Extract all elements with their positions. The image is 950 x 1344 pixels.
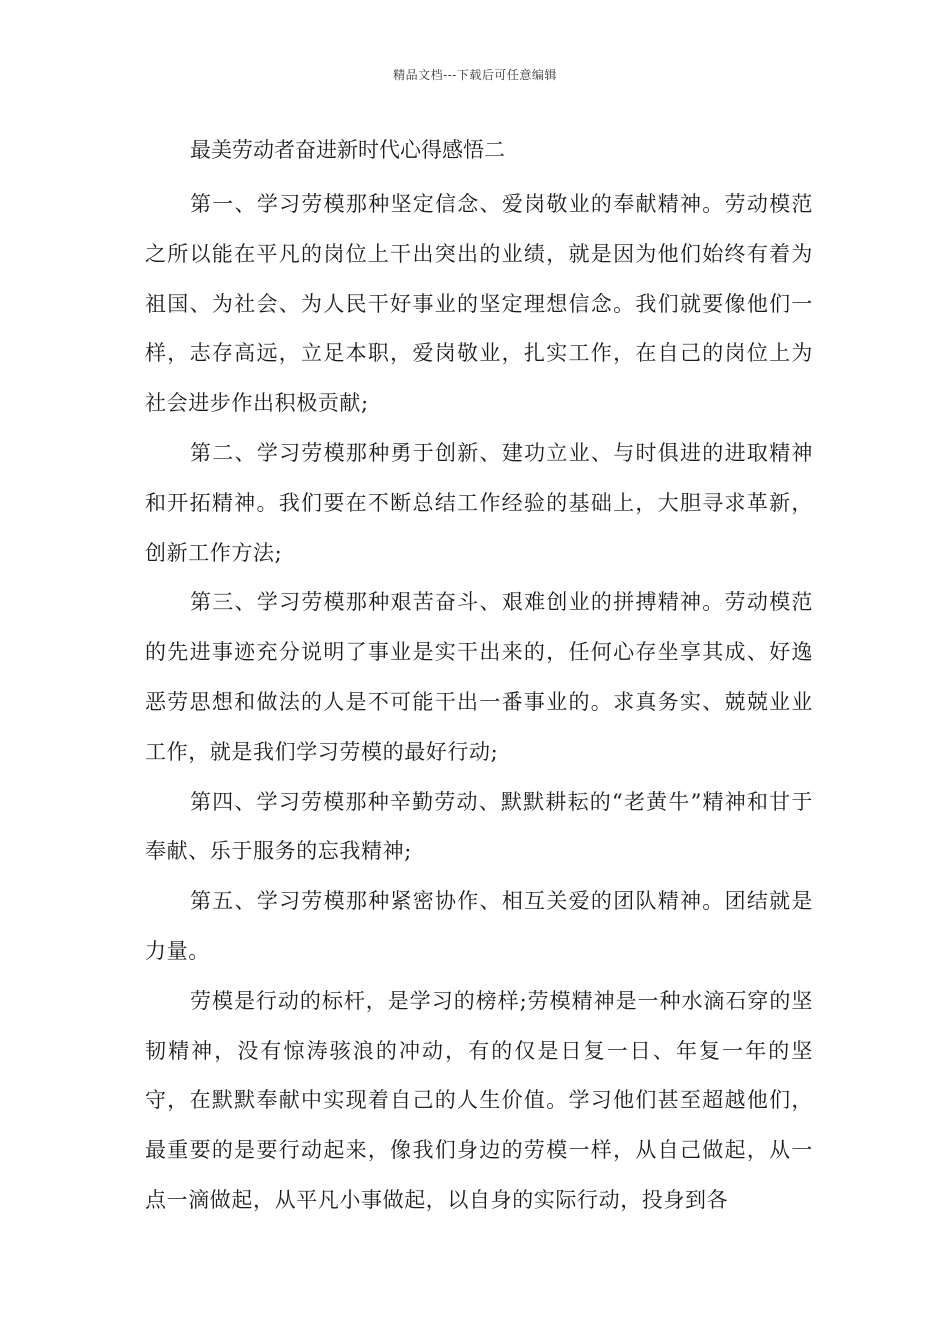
paragraph-3: 第三、学习劳模那种艰苦奋斗、艰难创业的拼搏精神。劳动模范的先进事迹充分说明了事业是实干出来的，任何心存坐享其成、好逸恶劳思想和做法的人是不可能干出一番事业的。求真务实、兢兢业业工作，就是我们学习劳模的最好行动; (145, 590, 813, 764)
document-title: 最美劳动者奋进新时代心得感悟二 (190, 138, 505, 162)
document-body (145, 130, 813, 1226)
paragraph-6: 劳模是行动的标杆，是学习的榜样;劳模精神是一种水滴石穿的坚韧精神，没有惊涛骇浪的冲动，有的仅是日复一日、年复一年的坚守，在默默奉献中实现着自己的人生价值。学习他们甚至超越他们，最重要的是要行动起来，像我们身边的劳模一样，从自己做起，从一点一滴做起，从平凡小事做起，以自身的实际行动，投身到各 (145, 988, 813, 1212)
paragraph-4: 第四、学习劳模那种辛勤劳动、默默耕耘的“老黄牛”精神和甘于奉献、乐于服务的忘我精神; (145, 789, 813, 864)
paragraph-5: 第五、学习劳模那种紧密协作、相互关爱的团队精神。团结就是力量。 (145, 889, 813, 963)
paragraph-2: 第二、学习劳模那种勇于创新、建功立业、与时俱进的进取精神和开拓精神。我们要在不断总结工作经验的基础上，大胆寻求革新，创新工作方法; (145, 440, 813, 565)
paragraph-1: 第一、学习劳模那种坚定信念、爱岗敬业的奉献精神。劳动模范之所以能在平凡的岗位上干出突出的业绩，就是因为他们始终有着为祖国、为社会、为人民干好事业的坚定理想信念。我们就要像他们一样，志存高远，立足本职，爱岗敬业，扎实工作，在自己的岗位上为社会进步作出积极贡献; (145, 192, 813, 416)
header-note: 精品文档---下载后可任意编辑 (393, 68, 557, 82)
